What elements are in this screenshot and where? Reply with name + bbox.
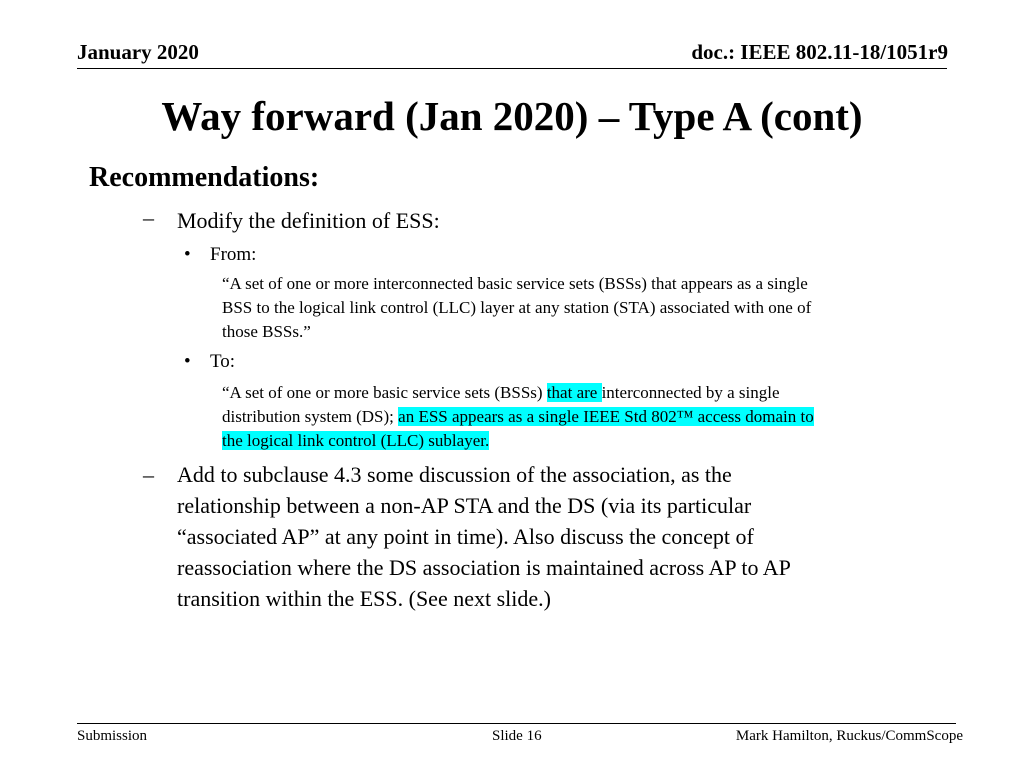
highlighted-text: an ESS appears as a single IEEE Std 802™ access domain to [398,407,814,426]
quote-line: those BSSs.” [222,322,311,341]
quote-text: “A set of one or more basic service sets (BSSs) [222,383,547,402]
highlighted-text: that are [546,383,602,402]
text-line: transition within the ESS. (See next slide.) [177,586,551,611]
slide-title: Way forward (Jan 2020) – Type A (cont) [161,93,863,139]
sub-item-label: To: [210,351,236,372]
header-date: January 2020 [77,40,199,64]
text-line: relationship between a non-AP STA and the DS (via its particular [177,493,752,518]
quote-line [222,405,932,429]
list-item-text [177,459,791,614]
footer-submission: Submission [77,728,148,744]
dash-marker: – [143,462,154,487]
header-divider [77,68,947,69]
text-line: reassociation where the DS association is maintained across AP to AP [177,555,791,580]
highlighted-text: the logical link control (LLC) sublayer. [222,431,490,450]
quote-line: “A set of one or more interconnected basic service sets (BSSs) that appears as a single [222,274,808,293]
footer-author: Mark Hamilton, Ruckus/CommScope [735,728,963,744]
footer-divider [77,723,956,724]
recommendations-heading: Recommendations: [89,162,320,193]
quote-text: distribution system (DS); [222,407,399,426]
quote-line [222,429,932,453]
quote-line: BSS to the logical link control (LLC) layer at any station (STA) associated with one of [222,298,812,317]
bullet-marker: • [184,244,191,265]
text-line: “associated AP” at any point in time). Also discuss the concept of [177,524,754,549]
sub-item-label: From: [210,244,257,265]
list-item-add-discussion [143,459,933,619]
quote-line [222,381,932,405]
text-line: Add to subclause 4.3 some discussion of the association, as the [177,462,732,487]
header-doc-id: doc.: IEEE 802.11-18/1051r9 [691,40,948,64]
quote-to [222,381,932,453]
list-item-text: Modify the definition of ESS: [177,208,440,233]
dash-marker: – [143,205,154,230]
quote-from [222,272,932,344]
bullet-marker: • [184,351,191,372]
footer-slide-number: Slide 16 [492,728,542,744]
quote-text: interconnected by a single [601,383,780,402]
